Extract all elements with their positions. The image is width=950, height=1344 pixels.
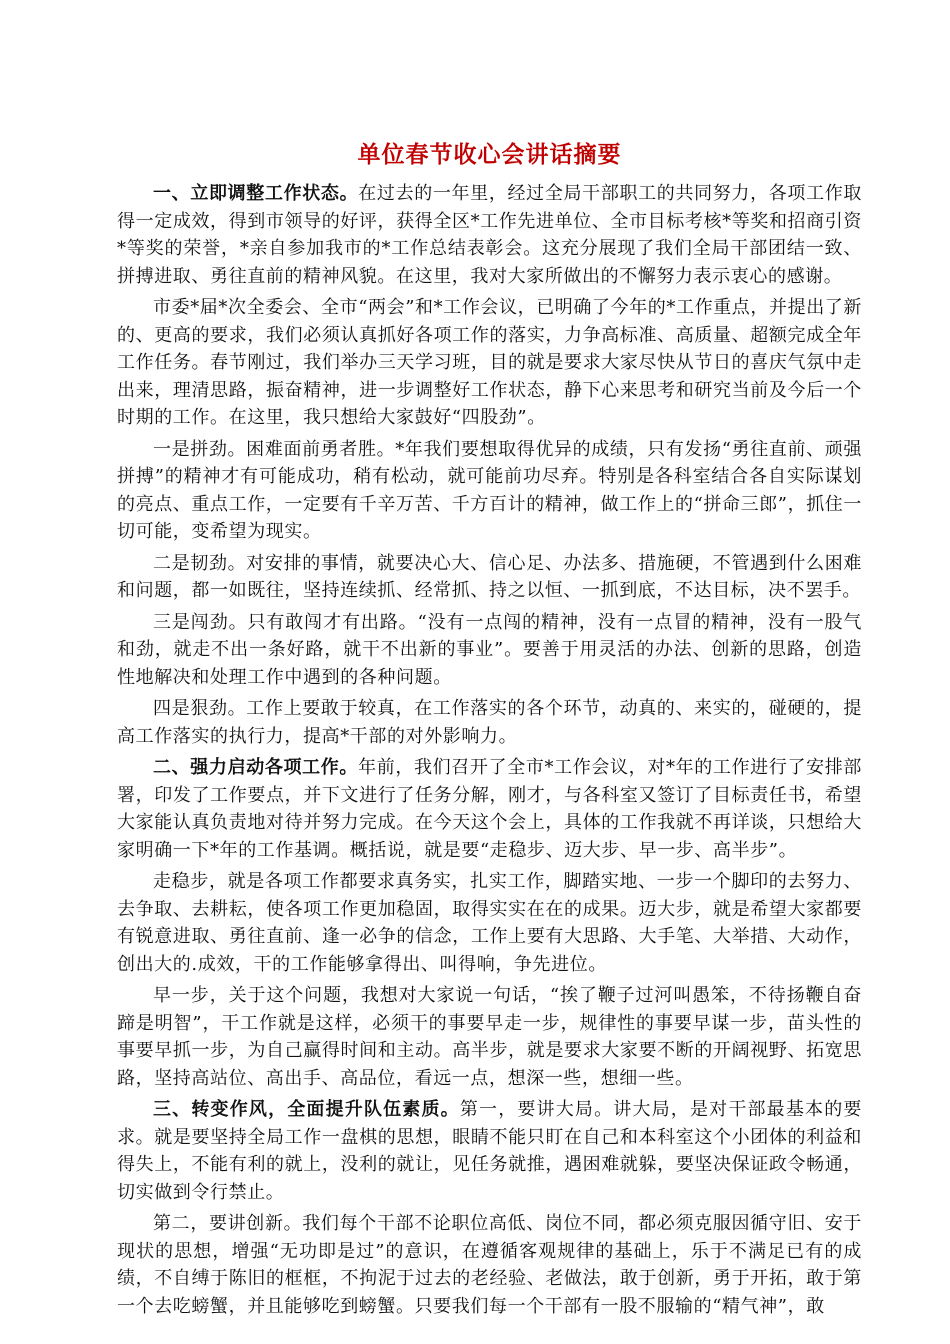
paragraph — [117, 436, 862, 546]
paragraph — [117, 1210, 862, 1320]
document-page — [117, 140, 862, 1324]
paragraph-text: 二是韧劲。对安排的事情，就要决心大、信心足、办法多、措施硬，不管遇到什么困难和问题，都一如既往，坚持连续抓、经常抓、持之以恒、一抓到底，不达目标，决不罢手。 — [117, 552, 862, 601]
document-body — [117, 180, 862, 1320]
paragraph — [117, 695, 862, 750]
paragraph-text: 市委*届*次全委会、全市“两会”和*工作会议，已明确了今年的*工作重点，并提出了新的、更高的要求，我们必须认真抓好各项工作的落实，力争高标准、高质量、超额完成全年工作任务。春节刚过，我们举办三天学习班，目的就是要求大家尽快从节日的喜庆气氛中走出来，理清思路，振奋精神，进一步调整好工作状态，静下心来思考和研究当前及今后一个时期的工作。在这里，我只想给大家鼓好“四股劲”。 — [117, 297, 863, 428]
paragraph-text: 年前，我们召开了全市*工作会议，对*年的工作进行了安排部署，印发了工作要点，并下文进行了任务分解，刚才，与各科室又签订了目标责任书，希望大家能认真负责地对待并努力完成。在今天这个会上，具体的工作我就不再详谈，只想给大家明确一下*年的工作基调。概括说，就是要“走稳步、迈大步、早一步、高半步”。 — [117, 757, 862, 861]
paragraph — [117, 982, 862, 1092]
paragraph-text: 第二，要讲创新。我们每个干部不论职位高低、岗位不同，都必须克服因循守旧、安于现状的思想，增强“无功即是过”的意识，在遵循客观规律的基础上，乐于不满足已有的成绩，不自缚于陈旧的框框，不拘泥于过去的老经验、老做法，敢于创新，勇于开拓，敢于第一个去吃螃蟹，并且能够吃到螃蟹。只要我们每一个干部有一股不服输的“精气神”，敢 — [117, 1213, 862, 1317]
paragraph-text: 早一步，关于这个问题，我想对大家说一句话，“挨了鞭子过河叫愚笨，不待扬鞭自奋蹄是明智”，干工作就是这样，必须干的事要早走一步，规律性的事要早谋一步，苗头性的事要早抓一步，为自己赢得时间和主动。高半步，就是要求大家要不断的开阔视野、拓宽思路，坚持高站位、高出手、高品位，看远一点，想深一些，想细一些。 — [117, 985, 862, 1089]
paragraph — [117, 868, 862, 978]
paragraph-text: 一是拼劲。困难面前勇者胜。*年我们要想取得优异的成绩，只有发扬“勇往直前、顽强拼搏”的精神才有可能成功，稍有松动，就可能前功尽弃。特别是各科室结合各自实际谋划的亮点、重点工作，一定要有千辛万苦、千方百计的精神，做工作上的“拼命三郎”，抓住一切可能，变希望为现实。 — [117, 438, 862, 542]
paragraph-text: 三是闯劲。只有敢闯才有出路。“没有一点闯的精神，没有一点冒的精神，没有一股气和劲，就走不出一条好路，就干不出新的事业”。要善于用灵活的办法、创新的思路，创造性地解决和处理工作中遇到的各种问题。 — [117, 611, 862, 688]
section-heading: 一、立即调整工作状态。 — [153, 183, 359, 204]
paragraph-text: 在过去的一年里，经过全局干部职工的共同努力，各项工作取得一定成效，得到市领导的好评，获得全区*工作先进单位、全市目标考核*等奖和招商引资*等奖的荣誉，*亲自参加我市的*工作总结表彰会。这充分展现了我们全局干部团结一致、拼搏进取、勇往直前的精神风貌。在这里，我对大家所做出的不懈努力表示衷心的感谢。 — [117, 183, 862, 287]
paragraph — [117, 294, 862, 432]
paragraph — [117, 550, 862, 605]
paragraph — [117, 754, 862, 864]
section-heading: 三、转变作风，全面提升队伍素质。 — [153, 1099, 460, 1120]
paragraph — [117, 180, 862, 290]
paragraph — [117, 609, 862, 692]
paragraph — [117, 1096, 862, 1206]
paragraph-text: 第一，要讲大局。讲大局，是对干部最基本的要求。就是要坚持全局工作一盘棋的思想，眼睛不能只盯在自己和本科室这个小团体的利益和得失上，不能有利的就上，没利的就让，见任务就推，遇困难就躲，要坚决保证政令畅通，切实做到令行禁止。 — [117, 1099, 862, 1203]
paragraph-text: 四是狠劲。工作上要敢于较真，在工作落实的各个环节，动真的、来实的，碰硬的，提高工作落实的执行力，提高*干部的对外影响力。 — [117, 698, 862, 747]
paragraph-text: 走稳步，就是各项工作都要求真务实，扎实工作，脚踏实地、一步一个脚印的去努力、去争取、去耕耘，使各项工作更加稳固，取得实实在在的成果。迈大步，就是希望大家都要有锐意进取、勇往直前、逢一必争的信念，工作上要有大思路、大手笔、大举措、大动作，创出大的.成效，干的工作能够拿得出、叫得响，争先进位。 — [117, 871, 862, 975]
document-title: 单位春节收心会讲话摘要 — [357, 141, 622, 168]
section-heading: 二、强力启动各项工作。 — [153, 757, 359, 778]
